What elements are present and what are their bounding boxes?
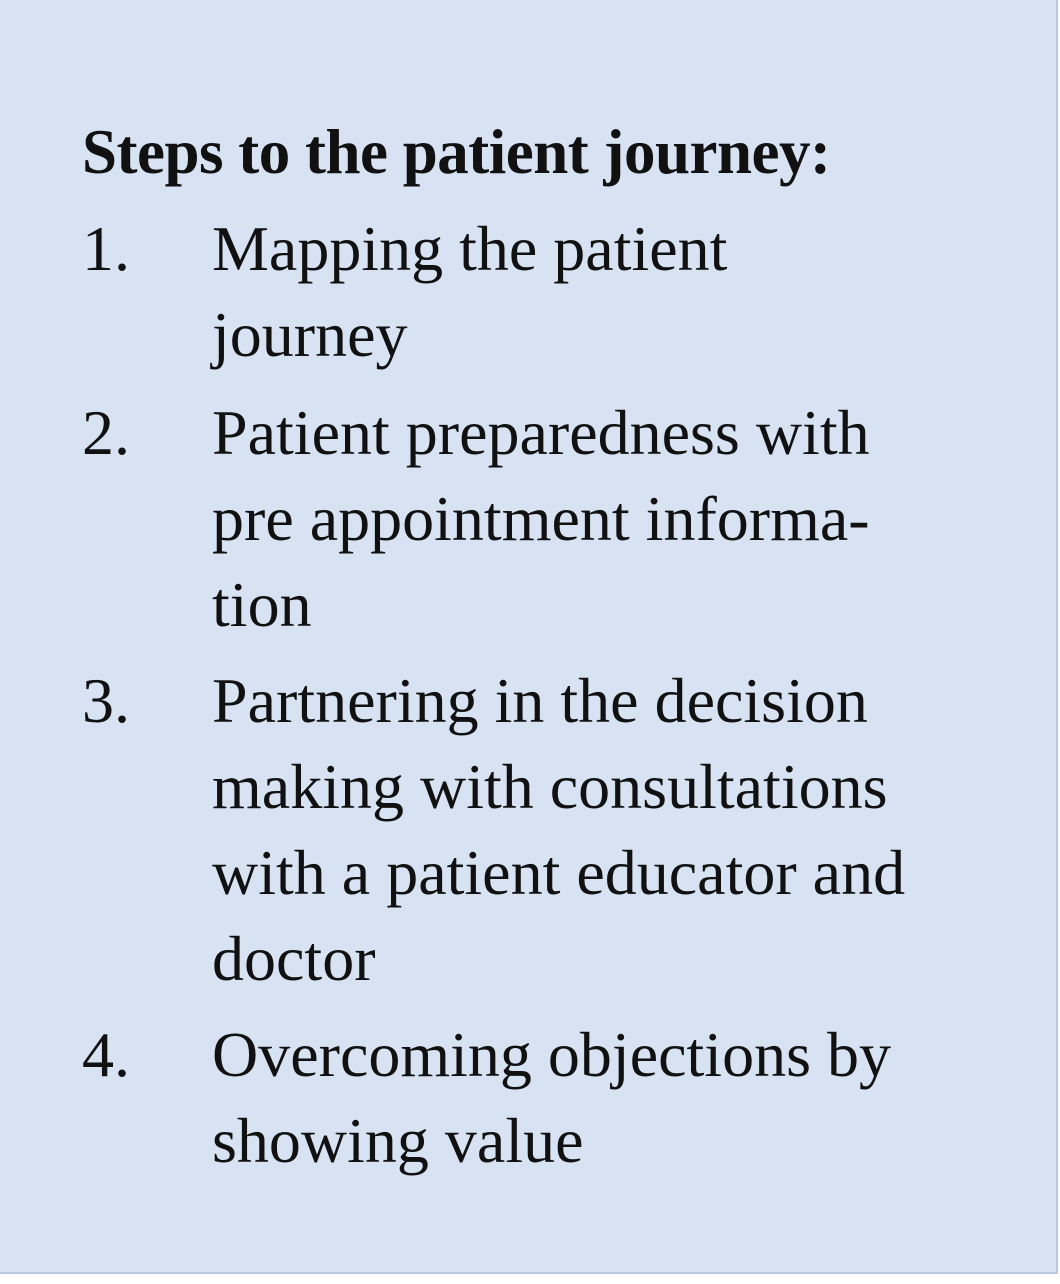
step-text-line: Overcoming objections by [212, 1019, 891, 1090]
step-text-line: Partnering in the decision [212, 665, 868, 736]
step-text [212, 390, 972, 648]
step-number: 4. [82, 1019, 130, 1090]
step-text-line: doctor [212, 923, 376, 994]
step-text-line: with a patient educator and [212, 837, 906, 908]
step-text-line: Mapping the patient [212, 213, 728, 284]
step-number: 2. [82, 397, 130, 468]
step-text [212, 206, 972, 378]
step-text-line: journey [212, 299, 408, 370]
step-text [212, 1012, 972, 1184]
step-number: 3. [82, 665, 130, 736]
step-number: 1. [82, 213, 130, 284]
step-text-line: tion [212, 569, 312, 640]
box-title: Steps to the patient journey: [82, 117, 831, 187]
step-text-line: pre appointment informa- [212, 483, 870, 554]
step-text [212, 658, 972, 1002]
step-text-line: making with consultations [212, 751, 888, 822]
step-text-line: Patient preparedness with [212, 397, 870, 468]
step-text-line: showing value [212, 1105, 584, 1176]
